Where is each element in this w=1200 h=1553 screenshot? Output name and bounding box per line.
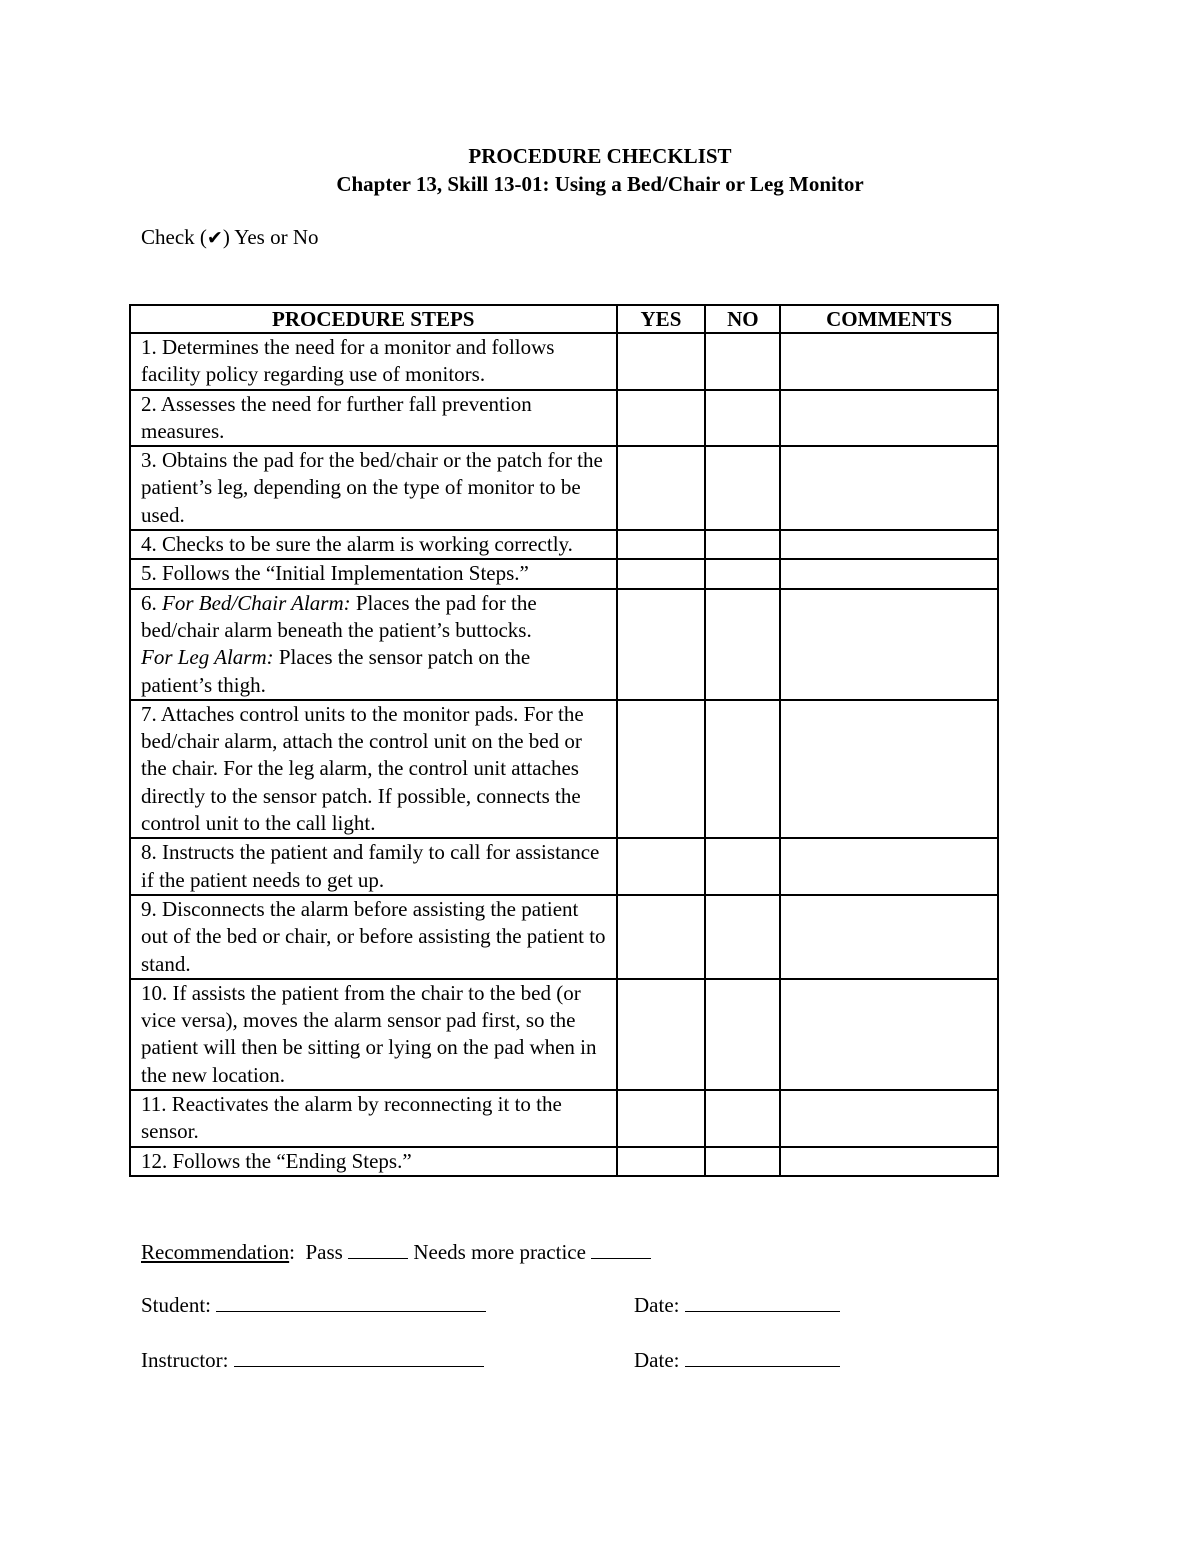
table-row [130,530,998,559]
table-row [130,446,998,530]
no-cell[interactable] [705,390,780,447]
check-instruction [141,223,319,252]
instructor-signature-line [141,1346,484,1374]
table-row [130,1090,998,1147]
yes-cell[interactable] [617,333,706,390]
header-yes: YES [617,305,706,333]
no-cell[interactable] [705,1090,780,1147]
student-label: Student: [141,1293,212,1317]
no-cell[interactable] [705,333,780,390]
instructor-label: Instructor: [141,1348,229,1372]
step-6-leg-label: For Leg Alarm: [141,645,274,670]
yes-cell[interactable] [617,979,706,1090]
yes-cell[interactable] [617,530,706,559]
yes-cell[interactable] [617,446,706,530]
step-6-number: 6. [141,590,162,615]
step-2: 2. Assesses the need for further fall prevention measures. [130,390,617,447]
check-instruction-suffix: ) Yes or No [222,225,319,249]
comments-cell[interactable] [780,1147,998,1176]
comments-cell[interactable] [780,333,998,390]
no-cell[interactable] [705,838,780,895]
step-6 [130,589,617,700]
header-comments: COMMENTS [780,305,998,333]
step-3: 3. Obtains the pad for the bed/chair or the patch for the patient’s leg, depending on the type of monitor to be used. [130,446,617,530]
comments-cell[interactable] [780,390,998,447]
comments-cell[interactable] [780,700,998,838]
yes-cell[interactable] [617,559,706,588]
step-6-leg-text: Places the sensor patch on the patient’s thigh. [141,645,531,697]
table-row [130,589,998,700]
comments-cell[interactable] [780,979,998,1090]
step-11: 11. Reactivates the alarm by reconnecting it to the sensor. [130,1090,617,1147]
yes-cell[interactable] [617,1147,706,1176]
table-header-row [130,305,998,333]
comments-cell[interactable] [780,530,998,559]
step-7: 7. Attaches control units to the monitor pads. For the bed/chair alarm, attach the control unit on the bed or the chair. For the leg alarm, the control unit attaches directly to the sensor patch. If possible, connects the control unit to the call light. [130,700,617,838]
instructor-date-line [634,1346,840,1374]
table-row [130,838,998,895]
student-signature-line [141,1291,486,1319]
step-9: 9. Disconnects the alarm before assisting the patient out of the bed or chair, or before assisting the patient to stand. [130,895,617,979]
table-row [130,333,998,390]
yes-cell[interactable] [617,895,706,979]
table-row [130,979,998,1090]
pass-label: Pass [305,1240,343,1264]
no-cell[interactable] [705,446,780,530]
student-date-line [634,1291,840,1319]
step-5: 5. Follows the “Initial Implementation Steps.” [130,559,617,588]
comments-cell[interactable] [780,895,998,979]
step-12: 12. Follows the “Ending Steps.” [130,1147,617,1176]
no-cell[interactable] [705,700,780,838]
step-10: 10. If assists the patient from the chair to the bed (or vice versa), moves the alarm sensor pad first, so the patient will then be sitting or lying on the pad when in the new location. [130,979,617,1090]
checkmark-icon: ✔ [206,227,223,249]
comments-cell[interactable] [780,589,998,700]
comments-cell[interactable] [780,838,998,895]
comments-cell[interactable] [780,1090,998,1147]
step-1: 1. Determines the need for a monitor and follows facility policy regarding use of monitors. [130,333,617,390]
instructor-blank[interactable] [234,1346,484,1367]
yes-cell[interactable] [617,700,706,838]
step-4: 4. Checks to be sure the alarm is working correctly. [130,530,617,559]
instructor-date-blank[interactable] [685,1346,840,1367]
table-row [130,559,998,588]
no-cell[interactable] [705,895,780,979]
no-cell[interactable] [705,530,780,559]
header-procedure-steps: PROCEDURE STEPS [130,305,617,333]
step-6-bed-label: For Bed/Chair Alarm: [162,590,351,615]
pass-blank[interactable] [348,1238,408,1259]
date-label: Date: [634,1348,680,1372]
procedure-checklist-table [129,304,999,1177]
recommendation-line [141,1238,651,1266]
step-8: 8. Instructs the patient and family to call for assistance if the patient needs to get up. [130,838,617,895]
student-date-blank[interactable] [685,1291,840,1312]
page-subtitle: Chapter 13, Skill 13-01: Using a Bed/Chair or Leg Monitor [336,172,864,196]
table-row [130,700,998,838]
yes-cell[interactable] [617,1090,706,1147]
needs-practice-blank[interactable] [591,1238,651,1259]
table-row [130,390,998,447]
student-blank[interactable] [216,1291,486,1312]
yes-cell[interactable] [617,838,706,895]
yes-cell[interactable] [617,589,706,700]
check-instruction-prefix: Check ( [141,225,207,249]
recommendation-label: Recommendation [141,1240,290,1264]
page-title: PROCEDURE CHECKLIST [468,144,732,168]
yes-cell[interactable] [617,390,706,447]
header-no: NO [705,305,780,333]
comments-cell[interactable] [780,446,998,530]
date-label: Date: [634,1293,680,1317]
table-row [130,1147,998,1176]
no-cell[interactable] [705,1147,780,1176]
no-cell[interactable] [705,979,780,1090]
no-cell[interactable] [705,559,780,588]
no-cell[interactable] [705,589,780,700]
needs-practice-label: Needs more practice [413,1240,586,1264]
recommendation-colon: : [289,1240,295,1264]
table-row [130,895,998,979]
step-6-bed-text: Places the pad for the bed/chair alarm beneath the patient’s buttocks. [141,590,537,642]
comments-cell[interactable] [780,559,998,588]
